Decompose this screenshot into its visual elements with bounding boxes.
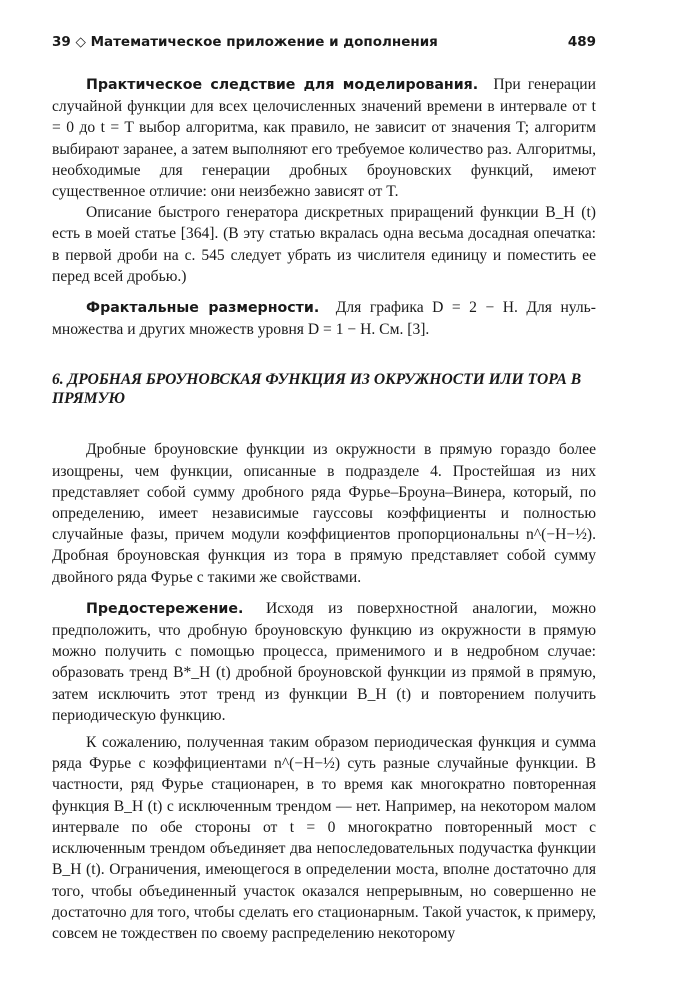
page: [52, 28, 596, 944]
paragraph-fractal-dimensions: [52, 297, 596, 340]
paragraph-text: Описание быстрого генератора дискретных приращений функции B_H (t) есть в моей статье [364]. (В эту статью вкралась одна весьма досадная опечатка: в первой дроби на с. 545 следует убрать из числителя единицу и поместить ее перед всей дробью.): [52, 204, 596, 285]
runin-heading: Предостережение.: [86, 600, 244, 617]
paragraph-text: К сожалению, полученная таким образом периодическая функция и сумма ряда Фурье с коэффициентами n^(−H−½) суть разные случайные функции. В частности, ряд Фурье стационарен, в то время как многократно повторенная функция B_H (t) с исключенным трендом — нет. Например, на некотором малом интервале по обе стороны от t = 0 многократно повторенный мост с исключенным трендом объединяет два непоследовательных подучастка функции B_H (t). Ограничения, имеющегося в определении моста, вполне достаточно для того, чтобы объединенный участок оказался непрерывным, но совершенно не достаточно для того, чтобы сделать его стационарным. Такой участок, к примеру, совсем не тождествен по своему распределению некоторому: [52, 734, 596, 942]
paragraph-text: Для графика D = 2 − H. Для нуль-множества и других множеств уровня D = 1 − H. См. [3].: [52, 299, 596, 339]
paragraph-text: Исходя из поверхностной аналогии, можно предположить, что дробную броуновскую функцию из окружности в прямую можно получить с помощью процесса, применимого и в недробном случае: образовать тренд B*_H (t) дробной броуновской функции из прямой в прямую, затем исключить этот тренд из функции B_H (t) и повторением получить периодическую функцию.: [52, 599, 596, 724]
section-title: 6. ДРОБНАЯ БРОУНОВСКАЯ ФУНКЦИЯ ИЗ ОКРУЖНОСТИ ИЛИ ТОРА В ПРЯМУЮ: [52, 371, 582, 408]
paragraph-circle-to-line: [52, 439, 596, 587]
paragraph-unfortunately: [52, 732, 596, 944]
paragraph-text: При генерации случайной функции для всех целочисленных значений времени в интервале от t = 0 до t = T выбор алгоритма, как правило, не зависит от значения T; алгоритм выбирают заранее, а затем выполняют его требуемое количество раз. Алгоритмы, необходимые для генерации дробных броуновских функций, имеют существенное отличие: они неизбежно зависят от T.: [52, 76, 597, 201]
runin-heading: Фрактальные размерности.: [86, 300, 320, 317]
running-head: [52, 28, 596, 50]
paragraph-caution: [52, 598, 596, 726]
chapter-title: 39 ◇ Математическое приложение и дополнения: [52, 34, 438, 50]
paragraph-fast-generator: [52, 202, 596, 287]
paragraph-text: Дробные броуновские функции из окружности в прямую гораздо более изощрены, чем функции, описанные в подразделе 4. Простейшая из них представляет собой сумму дробного ряда Фурье–Броуна–Винера, который, по определению, имеет независимые гауссовы коэффициенты и полностью случайные фазы, причем модули коэффициентов пропорциональны n^(−H−½). Дробная броуновская функция из тора в прямую представляет собой сумму двойного ряда Фурье с такими же свойствами.: [52, 441, 596, 586]
page-number: 489: [567, 34, 596, 50]
paragraph-simulation-corollary: [52, 74, 596, 202]
runin-heading: Практическое следствие для моделирования.: [86, 77, 479, 93]
